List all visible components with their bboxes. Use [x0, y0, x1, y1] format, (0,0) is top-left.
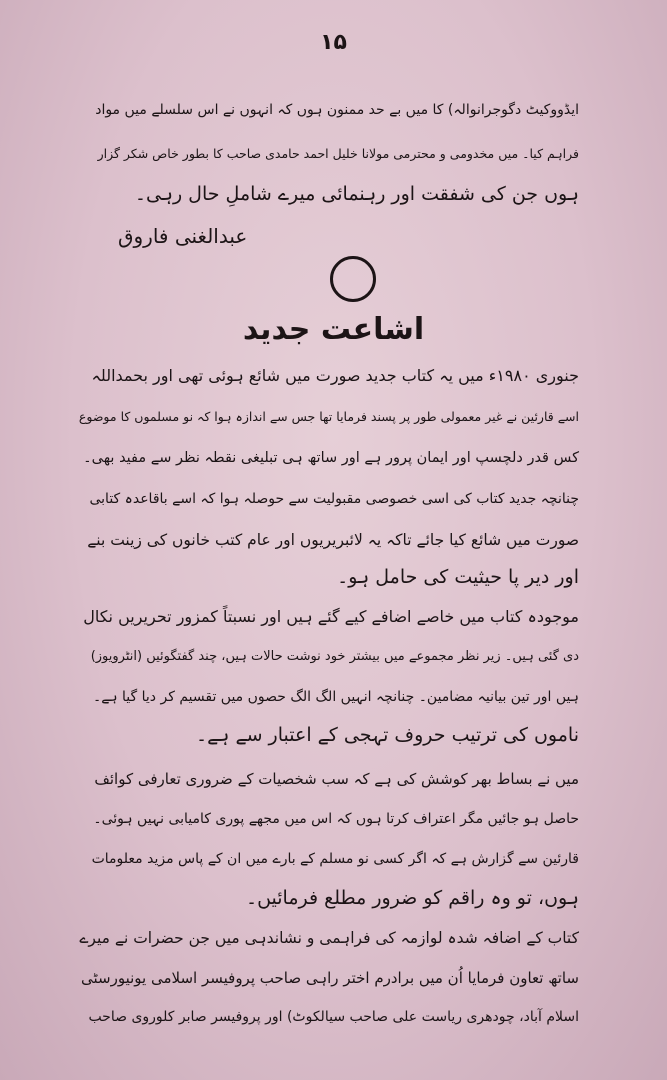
- intro-line: ہوں جن کی شفقت اور رہنمائی میرے شاملِ حال رہی۔: [134, 183, 579, 205]
- body-line: حاصل ہو جائیں مگر اعتراف کرتا ہوں کہ اس میں مجھے پوری کامیابی نہیں ہوئی۔: [93, 811, 579, 827]
- body-line: چنانچہ جدید کتاب کی اسی خصوصی مقبولیت سے حوصلہ ہوا کہ اسے باقاعدہ کتابی: [89, 491, 579, 507]
- body-line: اور دیر پا حیثیت کی حامل ہو۔: [337, 566, 579, 588]
- body-line: قارئین سے گزارش ہے کہ اگر کسی نو مسلم کے بارے میں ان کے پاس مزید معلومات: [91, 851, 579, 867]
- body-line: صورت میں شائع کیا جائے تاکہ یہ لائبریریوں اور عام کتب خانوں کی زینت بنے: [87, 531, 579, 549]
- body-line: ہیں اور تین بیانیہ مضامین۔ چنانچہ انہیں الگ الگ حصوں میں تقسیم کر دیا گیا ہے۔: [92, 689, 579, 705]
- page-number: ۱۵: [320, 30, 347, 55]
- body-line: کتاب کے اضافہ شدہ لوازمہ کی فراہمی و نشاندہی میں جن حضرات نے میرے: [79, 929, 579, 947]
- body-line: اسلام آباد، چودھری ریاست علی صاحب سیالکوٹ) اور پروفیسر صابر کلوروی صاحب: [88, 1009, 579, 1025]
- body-line: موجودہ کتاب میں خاصے اضافے کیے گئے ہیں اور نسبتاً کمزور تحریریں نکال: [83, 607, 579, 626]
- body-line: ہوں، تو وہ راقم کو ضرور مطلع فرمائیں۔: [245, 887, 579, 909]
- section-heading: اشاعت جدید: [242, 312, 425, 347]
- body-line: میں نے بساط بھر کوشش کی ہے کہ سب شخصیات کے ضروری تعارفی کوائف: [94, 770, 579, 788]
- body-line: کس قدر دلچسپ اور ایمان پرور ہے اور ساتھ ہی تبلیغی نقطہ نظر سے مفید بھی۔: [83, 450, 579, 466]
- body-line: ساتھ تعاون فرمایا اُن میں برادرم اختر راہی صاحب پروفیسر اسلامی یونیورسٹی: [80, 969, 579, 987]
- body-line: جنوری ۱۹۸۰ء میں یہ کتاب جدید صورت میں شائع ہوئی تھی اور بحمداللہ: [91, 366, 579, 385]
- section-ornament: [330, 256, 376, 302]
- body-line: ناموں کی ترتیب حروف تہجی کے اعتبار سے ہے۔: [196, 724, 579, 746]
- author-signature: عبدالغنی فاروق: [118, 224, 248, 248]
- body-line: اسے قارئین نے غیر معمولی طور پر پسند فرمایا تھا جس سے اندازہ ہوا کہ نو مسلموں کا موضوع: [78, 409, 579, 424]
- intro-line: ایڈووکیٹ دگوجرانوالہ) کا میں بے حد ممنون ہوں کہ انہوں نے اس سلسلے میں مواد: [95, 102, 579, 118]
- body-line: دی گئی ہیں۔ زیر نظر مجموعے میں بیشتر خود نوشت حالات ہیں، چند گفتگوئیں (انٹرویوز): [90, 649, 579, 664]
- intro-line: فراہم کیا۔ میں مخدومی و محترمی مولانا خلیل احمد حامدی صاحب کا بطور خاص شکر گزار: [97, 146, 579, 161]
